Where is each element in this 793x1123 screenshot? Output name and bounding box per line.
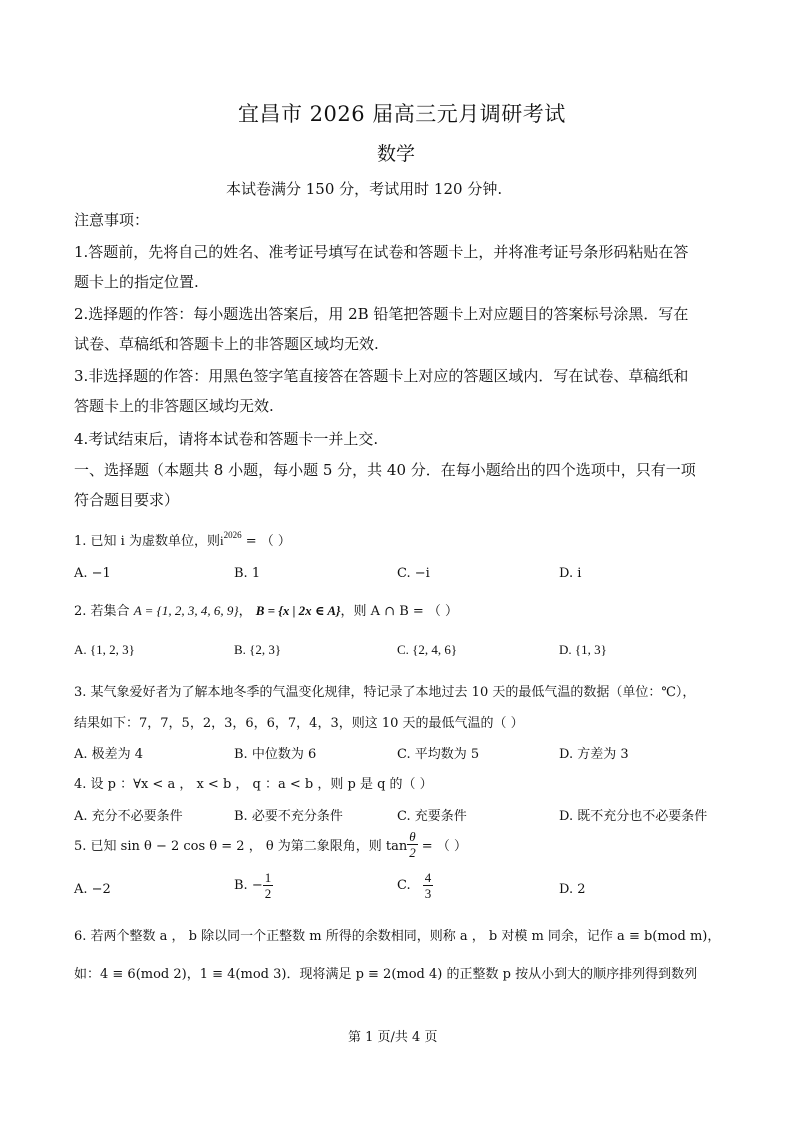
question-5-option-c-denominator: 3 bbox=[424, 886, 432, 901]
question-3-option-d: D. 方差为 3 bbox=[559, 747, 629, 762]
question-2-suffix: ，则 A ∩ B = （ ） bbox=[340, 604, 459, 619]
question-5-option-c-label: C. bbox=[397, 878, 411, 893]
question-2: 2. 若集合 A = {1, 2, 3, 4, 6, 9}， B = {x | 2x ∈ A}，则 A ∩ B = （ ） bbox=[74, 603, 459, 619]
question-2-prefix: 2. 若集合 bbox=[74, 604, 130, 619]
section-1-line-2: 符合题目要求） bbox=[74, 491, 180, 509]
question-5-fraction-numerator: θ bbox=[409, 829, 416, 844]
question-1-exponent: 2026 bbox=[223, 529, 242, 540]
question-1-prefix: 1. 已知 i 为虚数单位，则 bbox=[74, 534, 220, 549]
question-4-option-c: C. 充要条件 bbox=[397, 809, 467, 824]
question-1-base: i bbox=[219, 533, 224, 548]
note-1-line-2: 题卡上的指定位置. bbox=[74, 273, 199, 291]
question-5 bbox=[74, 830, 467, 859]
question-3-option-b: B. 中位数为 6 bbox=[234, 747, 317, 762]
exam-info: 本试卷满分 150 分，考试用时 120 分钟. bbox=[226, 180, 503, 198]
note-3-line-2: 答题卡上的非答题区域均无效. bbox=[74, 397, 274, 415]
question-5-option-c bbox=[397, 871, 433, 900]
note-2-line-2: 试卷、草稿纸和答题卡上的非答题区域均无效. bbox=[74, 335, 379, 353]
question-5-option-b-numerator: 1 bbox=[264, 870, 272, 885]
notes-heading: 注意事项： bbox=[74, 211, 150, 229]
question-2-option-c: C. {2, 4, 6} bbox=[397, 642, 458, 657]
question-3-line-2: 结果如下：7，7，5，2，3，6，6，7，4，3，则这 10 天的最低气温的（ ） bbox=[74, 716, 524, 731]
question-1-option-b: B. 1 bbox=[234, 566, 261, 581]
question-3-option-c: C. 平均数为 5 bbox=[397, 747, 480, 762]
question-2-option-d: D. {1, 3} bbox=[559, 642, 607, 657]
question-5-prefix: 5. 已知 sin θ − 2 cos θ = 2 ， θ 为第二象限角，则 tan bbox=[74, 839, 408, 854]
question-2-option-a: A. {1, 2, 3} bbox=[74, 642, 135, 657]
exam-title: 宜昌市 2026 届高三元月调研考试 bbox=[238, 102, 566, 126]
question-5-fraction bbox=[407, 830, 417, 859]
subject-title: 数学 bbox=[377, 143, 416, 165]
question-5-option-a: A. −2 bbox=[74, 882, 111, 897]
page-footer: 第 1 页/共 4 页 bbox=[348, 1030, 438, 1045]
question-5-option-c-numerator: 4 bbox=[424, 870, 432, 885]
note-1-line-1: 1.答题前，先将自己的姓名、准考证号填写在试卷和答题卡上，并将准考证号条形码粘贴在答 bbox=[74, 243, 689, 261]
question-6-line-1: 6. 若两个整数 a ， b 除以同一个正整数 m 所得的余数相同，则称 a ， b 对模 m 同余，记作 a ≡ b(mod m)， bbox=[74, 929, 721, 944]
question-2-set-b: B = {x | 2x ∈ A} bbox=[255, 603, 341, 618]
question-4: 4. 设 p ：∀x < a ， x < b ， q ：a < b ，则 p 是 q 的（ ） bbox=[74, 777, 433, 792]
note-2-line-1: 2.选择题的作答：每小题选出答案后，用 2B 铅笔把答题卡上对应题目的答案标号涂黑．写在 bbox=[74, 305, 689, 323]
question-1-suffix: = （ ） bbox=[241, 534, 291, 549]
question-5-option-c-fraction bbox=[423, 871, 434, 900]
question-5-fraction-denominator: 2 bbox=[409, 845, 416, 860]
question-4-option-a: A. 充分不必要条件 bbox=[74, 809, 183, 824]
question-2-option-b: B. {2, 3} bbox=[234, 642, 282, 657]
question-5-option-d: D. 2 bbox=[559, 882, 586, 897]
question-5-option-b-label: B. − bbox=[234, 878, 263, 893]
question-5-option-b bbox=[234, 871, 273, 900]
question-1-option-c: C. −i bbox=[397, 566, 430, 581]
question-3-line-1: 3. 某气象爱好者为了解本地冬季的气温变化规律，特记录了本地过去 10 天的最低气温的数据（单位：℃）， bbox=[74, 685, 696, 700]
question-5-option-b-fraction bbox=[263, 871, 274, 900]
question-1-option-a: A. −1 bbox=[74, 566, 111, 581]
note-3-line-1: 3.非选择题的作答：用黑色签字笔直接答在答题卡上对应的答题区域内．写在试卷、草稿纸和 bbox=[74, 367, 689, 385]
question-3-option-a: A. 极差为 4 bbox=[74, 747, 144, 762]
note-4: 4.考试结束后，请将本试卷和答题卡一并上交. bbox=[74, 430, 379, 448]
question-5-option-b-denominator: 2 bbox=[264, 886, 272, 901]
question-6-line-2: 如：4 ≡ 6(mod 2)，1 ≡ 4(mod 3)．现将满足 p ≡ 2(mod 4) 的正整数 p 按从小到大的顺序排列得到数列 bbox=[74, 967, 698, 982]
question-1 bbox=[74, 530, 291, 549]
question-5-suffix: = （ ） bbox=[417, 839, 467, 854]
question-2-set-a: A = {1, 2, 3, 4, 6, 9} bbox=[133, 603, 239, 618]
question-1-option-d: D. i bbox=[559, 566, 582, 581]
question-4-option-d: D. 既不充分也不必要条件 bbox=[559, 809, 708, 824]
question-4-option-b: B. 必要不充分条件 bbox=[234, 809, 343, 824]
section-1-line-1: 一、选择题（本题共 8 小题，每小题 5 分，共 40 分．在每小题给出的四个选项中，只有一项 bbox=[74, 461, 696, 479]
